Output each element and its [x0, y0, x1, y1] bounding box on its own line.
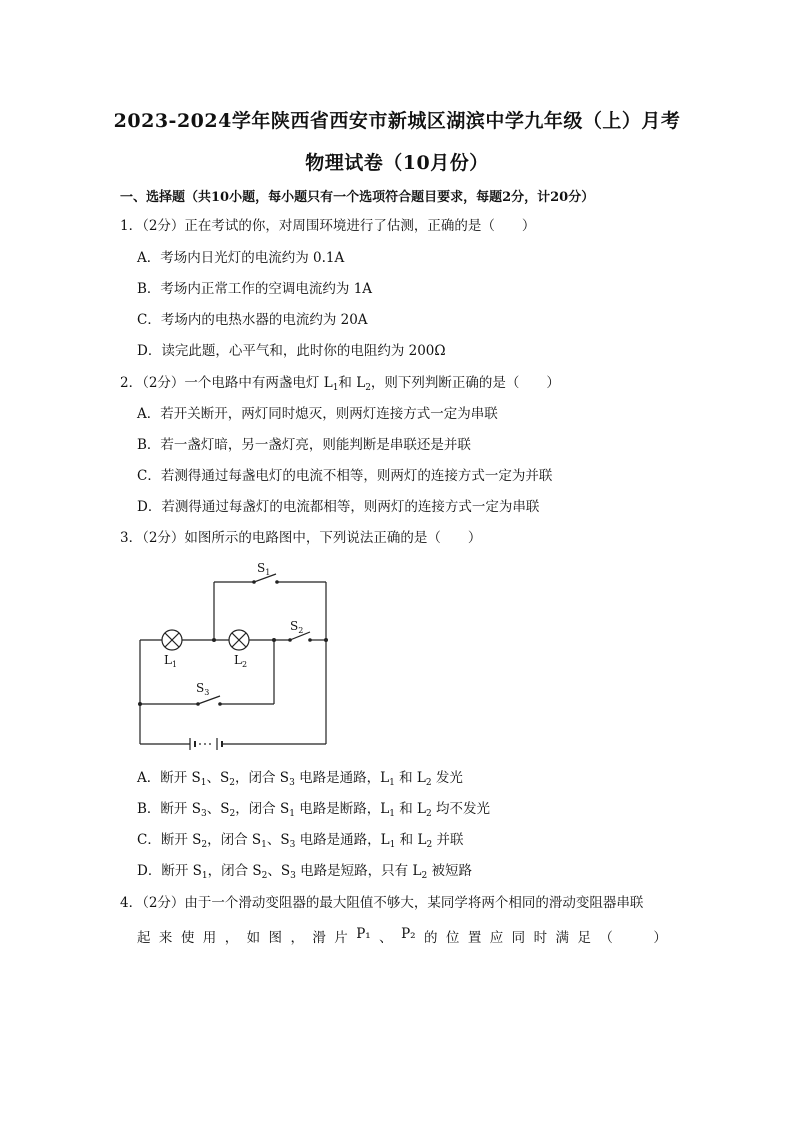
- question-2-option-a: A．若开关断开，两灯同时熄灭，则两灯连接方式一定为串联: [137, 406, 498, 422]
- circuit-diagram: [130, 558, 340, 758]
- label-s3: $S_3$: [196, 681, 210, 697]
- question-1-stem: 1．（2分）正在考试的你，对周围环境进行了估测，正确的是（ ）: [120, 218, 536, 234]
- question-3-option-c: C．断开 $S_2$，闭合 $S_1$、$S_3$ 电路是通路，$L_1$ 和 $L_2$ 并联: [137, 832, 464, 850]
- section-heading: 一、选择题（共10小题，每小题只有一个选项符合题目要求，每题2分，计20分）: [120, 190, 595, 205]
- question-1-option-b: B．考场内正常工作的空调电流约为 1A: [137, 281, 373, 297]
- question-2-stem: 2．（2分）一个电路中有两盏电灯 $L_1$和 $L_2$，则下列判断正确的是（ ）: [120, 375, 560, 393]
- question-4-stem-line2: 起 来 使 用 ， 如 图 ， 滑 片 P₁ 、 P₂ 的 位 置 应 同 时 满 足 （ ）: [137, 926, 667, 946]
- question-2-option-c: C．若测得通过每盏电灯的电流不相等，则两灯的连接方式一定为并联: [137, 468, 553, 484]
- exam-title-line2: 物理试卷（10月份）: [305, 152, 489, 174]
- question-3-option-d: D．断开 $S_1$，闭合 $S_2$、$S_3$ 电路是短路，只有 $L_2$ 被短路: [137, 863, 472, 881]
- label-s2: $S_2$: [290, 619, 304, 635]
- question-1-option-a: A．考场内日光灯的电流约为 0.1A: [137, 250, 345, 266]
- question-2-option-b: B．若一盏灯暗，另一盏灯亮，则能判断是串联还是并联: [137, 437, 471, 453]
- question-3-option-b: B．断开 $S_3$、$S_2$，闭合 $S_1$ 电路是断路，$L_1$ 和 $L_2$ 均不发光: [137, 801, 491, 819]
- question-4-stem: 4．（2分）由于一个滑动变阻器的最大阻值不够大，某同学将两个相同的滑动变阻器串联: [120, 895, 644, 911]
- question-1-option-c: C．考场内的电热水器的电流约为 20A: [137, 312, 368, 328]
- label-s1: $S_1$: [257, 561, 271, 577]
- label-l1: $L_1$: [164, 653, 178, 669]
- lamp-l1-icon: [162, 630, 182, 650]
- lamp-l2-icon: [229, 630, 249, 650]
- battery-icon: [190, 738, 222, 750]
- question-1-option-d: D．读完此题，心平气和，此时你的电阻约为 200Ω: [137, 343, 446, 359]
- exam-title-line1: 2023-2024学年陕西省西安市新城区湖滨中学九年级（上）月考: [113, 110, 681, 132]
- question-3-stem: 3．（2分）如图所示的电路图中，下列说法正确的是（ ）: [120, 530, 482, 546]
- question-2-option-d: D．若测得通过每盏灯的电流都相等，则两灯的连接方式一定为串联: [137, 499, 540, 515]
- label-l2: $L_2$: [234, 653, 248, 669]
- question-3-option-a: A．断开 $S_1$、$S_2$，闭合 $S_3$ 电路是通路，$L_1$ 和 $L_2$ 发光: [137, 770, 463, 788]
